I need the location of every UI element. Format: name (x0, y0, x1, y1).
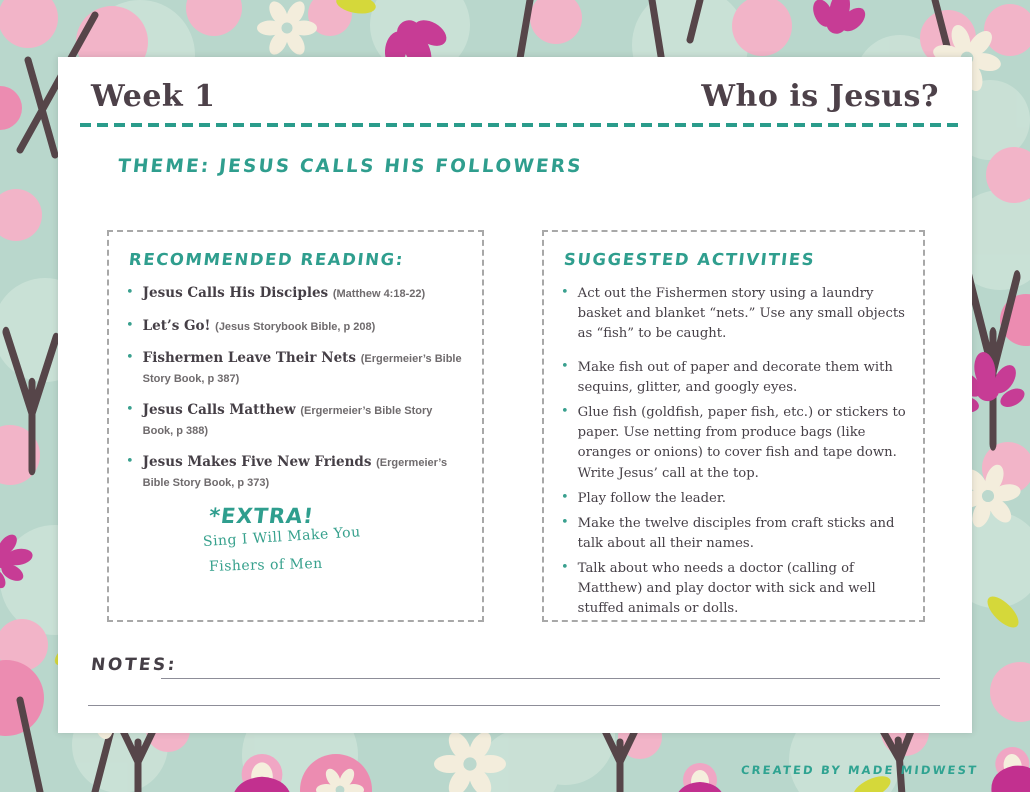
bullet-icon: • (126, 285, 134, 300)
activity-item (561, 403, 906, 483)
theme-heading: THEME: JESUS CALLS HIS FOLLOWERS (116, 156, 584, 177)
reading-item-title: Jesus Calls His Disciples (142, 285, 329, 301)
reading-item-text (143, 349, 465, 388)
reading-item-text (143, 284, 425, 304)
credit-text: CREATED BY MADE MIDWEST (740, 763, 979, 777)
reading-item-source: (Ergermeier’s Bible Story Book, p 387) (142, 353, 462, 385)
reading-item-source: (Matthew 4:18-22) (332, 288, 426, 300)
activity-text: Glue fish (goldfish, paper fish, etc.) or stickers to paper. Use netting from produce bags (like oranges or onions) to cover fish and tape down. Write Jesus’ call at the top. (577, 405, 906, 481)
notes-label: NOTES: (89, 655, 178, 675)
activity-item (561, 358, 906, 398)
bullet-icon: • (561, 285, 569, 300)
notes-line-1 (161, 678, 940, 679)
recommended-reading-box (107, 230, 484, 622)
activity-text: Make the twelve disciples from craft sticks and talk about all their names. (577, 515, 895, 551)
reading-item-title: Jesus Makes Five New Friends (142, 454, 372, 471)
teal-dashed-divider (80, 123, 960, 127)
notes-line-2 (88, 705, 940, 706)
reading-item (126, 453, 465, 492)
activity-item (561, 559, 906, 619)
activities-heading: SUGGESTED ACTIVITIES (563, 250, 817, 269)
reading-item-title: Let’s Go! (142, 317, 211, 334)
bullet-icon: • (561, 489, 569, 505)
week-label: Week 1 (91, 79, 216, 114)
reading-heading: RECOMMENDED READING: (128, 250, 405, 269)
bullet-icon: • (561, 404, 569, 420)
reading-item-text (143, 317, 376, 337)
extra-line-2: Fishers of Men (208, 555, 323, 575)
activity-item (561, 284, 906, 344)
activity-text: Talk about who needs a doctor (calling of Matthew) and play doctor with sick and well stuffed animals or dolls. (577, 560, 876, 616)
reading-item (126, 349, 465, 388)
activity-text: Play follow the leader. (577, 490, 726, 506)
bullet-icon: • (126, 402, 134, 418)
activity-item (561, 514, 906, 554)
worksheet-card (58, 57, 972, 733)
bullet-icon: • (561, 514, 569, 530)
reading-item (126, 284, 465, 304)
suggested-activities-box (542, 230, 925, 622)
activities-list (561, 284, 906, 619)
extra-line-1: Sing I Will Make You (202, 524, 362, 550)
activity-item (561, 489, 906, 509)
bullet-icon: • (126, 454, 134, 470)
page-title: Who is Jesus? (701, 79, 939, 114)
activity-text: Make fish out of paper and decorate them with sequins, glitter, and googly eyes. (577, 360, 893, 396)
reading-item-source: (Ergermeier’s Bible Story Book, p 388) (142, 405, 433, 437)
bullet-icon: • (126, 350, 134, 366)
bullet-icon: • (126, 317, 134, 333)
reading-item-title: Fishermen Leave Their Nets (142, 350, 357, 367)
extra-heading: *EXTRA! (207, 504, 316, 528)
reading-item-source: (Ergermeier’s Bible Story Book, p 373) (142, 457, 448, 489)
reading-item-source: (Jesus Storybook Bible, p 208) (215, 320, 376, 333)
reading-item-text (143, 401, 465, 440)
bullet-icon: • (561, 359, 569, 375)
reading-item (126, 317, 465, 337)
bullet-icon: • (561, 559, 569, 575)
extra-block (202, 504, 429, 575)
reading-item-title: Jesus Calls Matthew (142, 402, 296, 419)
reading-item (126, 401, 465, 440)
reading-list (126, 284, 465, 493)
reading-item-text (143, 453, 465, 492)
activity-text: Act out the Fishermen story using a laundry basket and blanket “nets.” Use any small objects as “fish” to be caught. (577, 286, 905, 342)
